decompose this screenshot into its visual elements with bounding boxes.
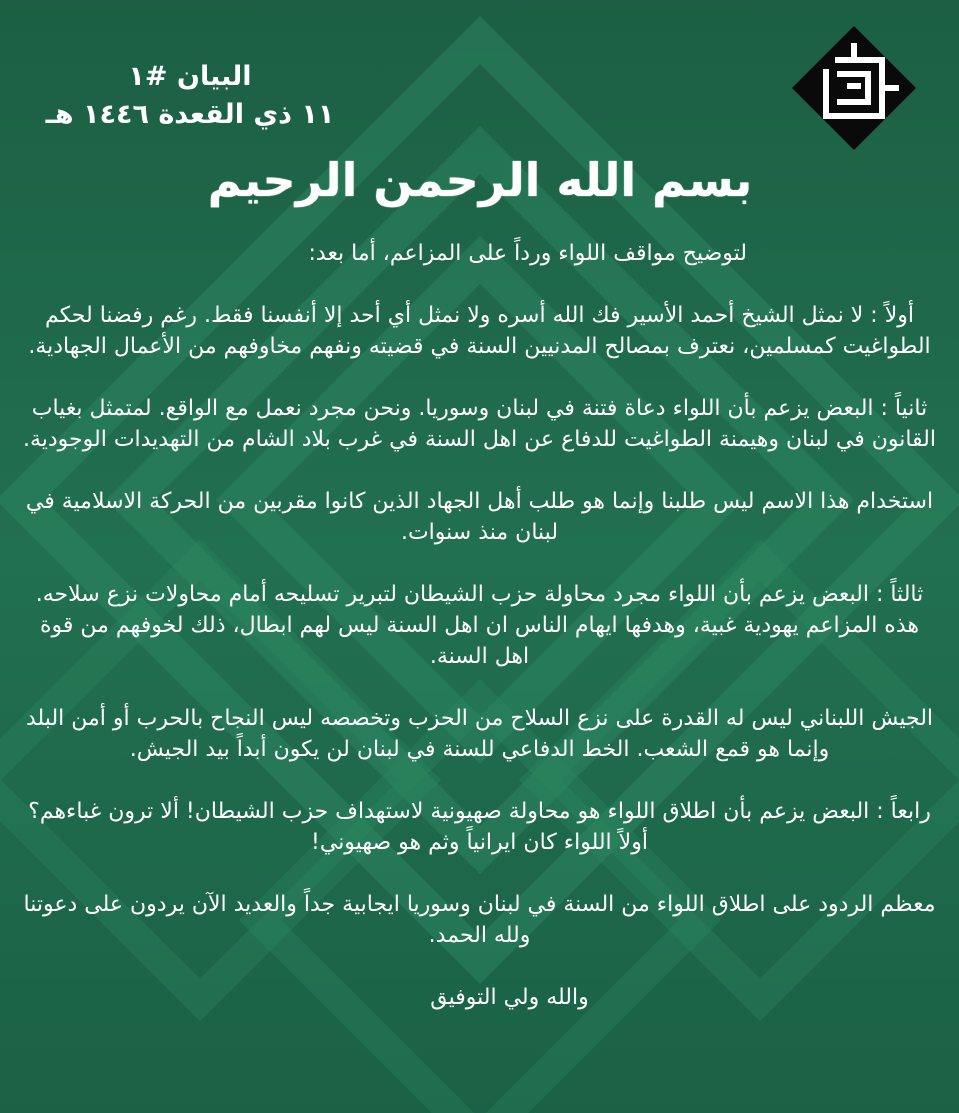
paragraph-name-origin: استخدام هذا الاسم ليس طلبنا وإنما هو طلب أهل الجهاد الذين كانوا مقربين من الحركة الاسلامية في لبنان منذ سنوات.: [25, 489, 934, 545]
statement-header: [40, 58, 340, 134]
closing-line: والله ولي التوفيق: [430, 985, 589, 1010]
paragraph-army: الجيش اللبناني ليس له القدرة على نزع السلاح من الحزب وتخصصه ليس النجاح بالحرب أو أمن البلد وإنما هو قمع الشعب. الخط الدفاعي للسنة في لبنان لن يكون أبداً بيد الجيش.: [25, 706, 934, 762]
statement-body: [22, 238, 937, 1013]
paragraph-second: ثانياً : البعض يزعم بأن اللواء دعاة فتنة في لبنان وسوريا. ونحن مجرد نعمل مع الواقع. لمتمثل بغياب القانون في لبنان وهيمنة الطواغيت للدفاع عن اهل السنة في غرب بلاد الشام من التهديدات الوجودية.: [22, 396, 937, 452]
basmala-text: بسم الله الرحمن الرحيم: [207, 153, 753, 207]
paragraph-third: ثالثاً : البعض يزعم بأن اللواء مجرد محاولة حزب الشيطان لتبرير تسليحه أمام محاولات نزع سلاحه. هذه المزاعم يهودية غبية، وهدفها ايهام الناس ان اهل السنة ليس لهم ابطال، ذلك لخوفهم من قوة اهل السنة.: [35, 582, 924, 669]
intro-paragraph: لتوضيح مواقف اللواء ورداً على المزاعم، أما بعد:: [308, 241, 747, 266]
logo: [790, 24, 918, 152]
paragraph-fourth: رابعاً : البعض يزعم بأن اطلاق اللواء هو محاولة صهيونية لاستهداف حزب الشيطان! ألا ترون غباءهم؟ أولاً اللواء كان ايرانياً وثم هو صهيوني!: [28, 799, 931, 855]
paragraph-responses: معظم الردود على اطلاق اللواء من السنة في لبنان وسوريا ايجابية جداً والعديد الآن يردون على دعوتنا ولله الحمد.: [23, 892, 936, 948]
basmala-calligraphy: [207, 150, 753, 210]
statement-number: البيان #١: [128, 61, 252, 92]
logo-icon: [790, 24, 918, 152]
paragraph-first: أولاً : لا نمثل الشيخ أحمد الأسير فك الله أسره ولا نمثل أي أحد إلا أنفسنا فقط. رغم رفضنا لحكم الطواغيت كمسلمين، نعترف بمصالح المدنيين السنة في قضيته ونفهم مخاوفهم من الأعمال الجهادية.: [28, 303, 931, 359]
statement-date: ١١ ذي القعدة ١٤٤٦ هـ: [45, 99, 335, 130]
